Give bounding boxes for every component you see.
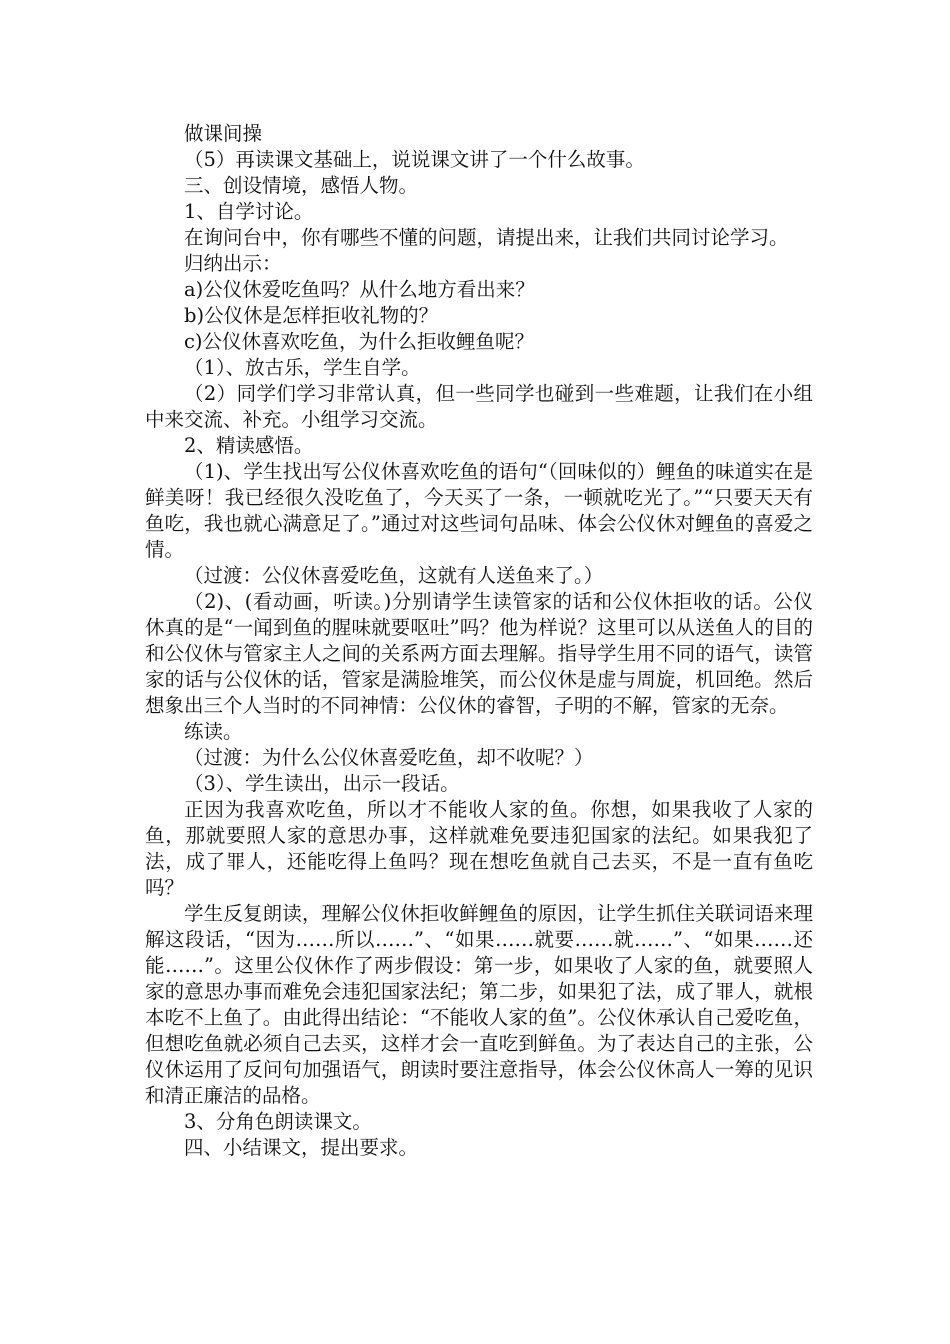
paragraph-6: 归纳出示： [184, 252, 282, 275]
paragraph-2: （5）再读课文基础上，说说课文讲了一个什么故事。 [184, 148, 645, 171]
subheading-close-reading: 2、精读感悟。 [184, 434, 314, 457]
section-heading-4: 四、小结课文，提出要求。 [184, 1136, 419, 1159]
paragraph-10: （1）、放古乐，学生自学。 [184, 356, 421, 379]
paragraph-1: 做课间操 [184, 122, 263, 145]
paragraph-13: （1)、学生找出写公仪休喜欢吃鱼的语句“（回味似的）鲤鱼的味道实在是鲜美呀！我已经很久没吃鱼了，今天买了一条，一顿就吃光了。”“只要天天有鱼吃，我也就心满意足了。”通过对这些词句品味、体会公仪休对鲤鱼的喜爱之情。 [145, 460, 813, 561]
paragraph-14: （过渡：公仪休喜爱吃鱼，这就有人送鱼来了。） [184, 564, 604, 587]
subheading-role-reading: 3、分角色朗读课文。 [184, 1110, 372, 1133]
paragraph-19: 正因为我喜欢吃鱼，所以才不能收人家的鱼。你想，如果我收了人家的鱼，那就要照人家的意思办事，这样就难免要违犯国家的法纪。如果我犯了法，成了罪人，还能吃得上鱼吗？现在想吃鱼就自己去买，不是一直有鱼吃吗？ [145, 798, 813, 899]
paragraph-11: （2）同学们学习非常认真，但一些同学也碰到一些难题，让我们在小组中来交流、补充。小组学习交流。 [145, 382, 813, 431]
paragraph-20: 学生反复朗读，理解公仪休拒收鲜鲤鱼的原因，让学生抓住关联词语来理解这段话，“因为……所以……”、“如果……就要……就……”、“如果……还能……”。这里公仪休作了两步假设：第一步，如果收了人家的鱼，就要照人家的意思办事而难免会违犯国家法纪；第二步，如果犯了法，成了罪人，就根本吃不上鱼了。由此得出结论：“不能收人家的鱼”。公仪休承认自己爱吃鱼，但想吃鱼就必须自己去买，这样才会一直吃到鲜鱼。为了表达自己的主张，公仪休运用了反问句加强语气，朗读时要注意指导，体会公仪休高人一筹的见识和清正廉洁的品格。 [145, 902, 813, 1107]
paragraph-16: 练读。 [184, 720, 243, 743]
section-heading-3: 三、创设情境，感悟人物。 [184, 174, 419, 197]
document-page [145, 121, 813, 1161]
subheading-self-study: 1、自学讨论。 [184, 200, 314, 223]
paragraph-17: （过渡：为什么公仪休喜爱吃鱼，却不收呢？） [184, 746, 594, 769]
paragraph-18: （3）、学生读出，出示一段话。 [184, 772, 460, 795]
question-a: a)公仪休爱吃鱼吗？从什么地方看出来？ [184, 278, 535, 301]
paragraph-15: （2)、(看动画，听读。)分别请学生读管家的话和公仪休拒收的话。公仪休真的是“一闻到鱼的腥味就要呕吐”吗？他为样说？这里可以从送鱼人的目的和公仪休与管家主人之间的关系两方面去理解。指导学生用不同的语气，读管家的话与公仪休的话，管家是满脸堆笑，而公仪休是虚与周旋，机回绝。然后想象出三个人当时的不同神情：公仪休的睿智，子明的不解，管家的无奈。 [145, 590, 813, 717]
question-b: b)公仪休是怎样拒收礼物的？ [184, 304, 439, 327]
question-c: c)公仪休喜欢吃鱼，为什么拒收鲤鱼呢？ [184, 330, 535, 353]
paragraph-5: 在询问台中，你有哪些不懂的问题，请提出来，让我们共同讨论学习。 [184, 226, 789, 249]
